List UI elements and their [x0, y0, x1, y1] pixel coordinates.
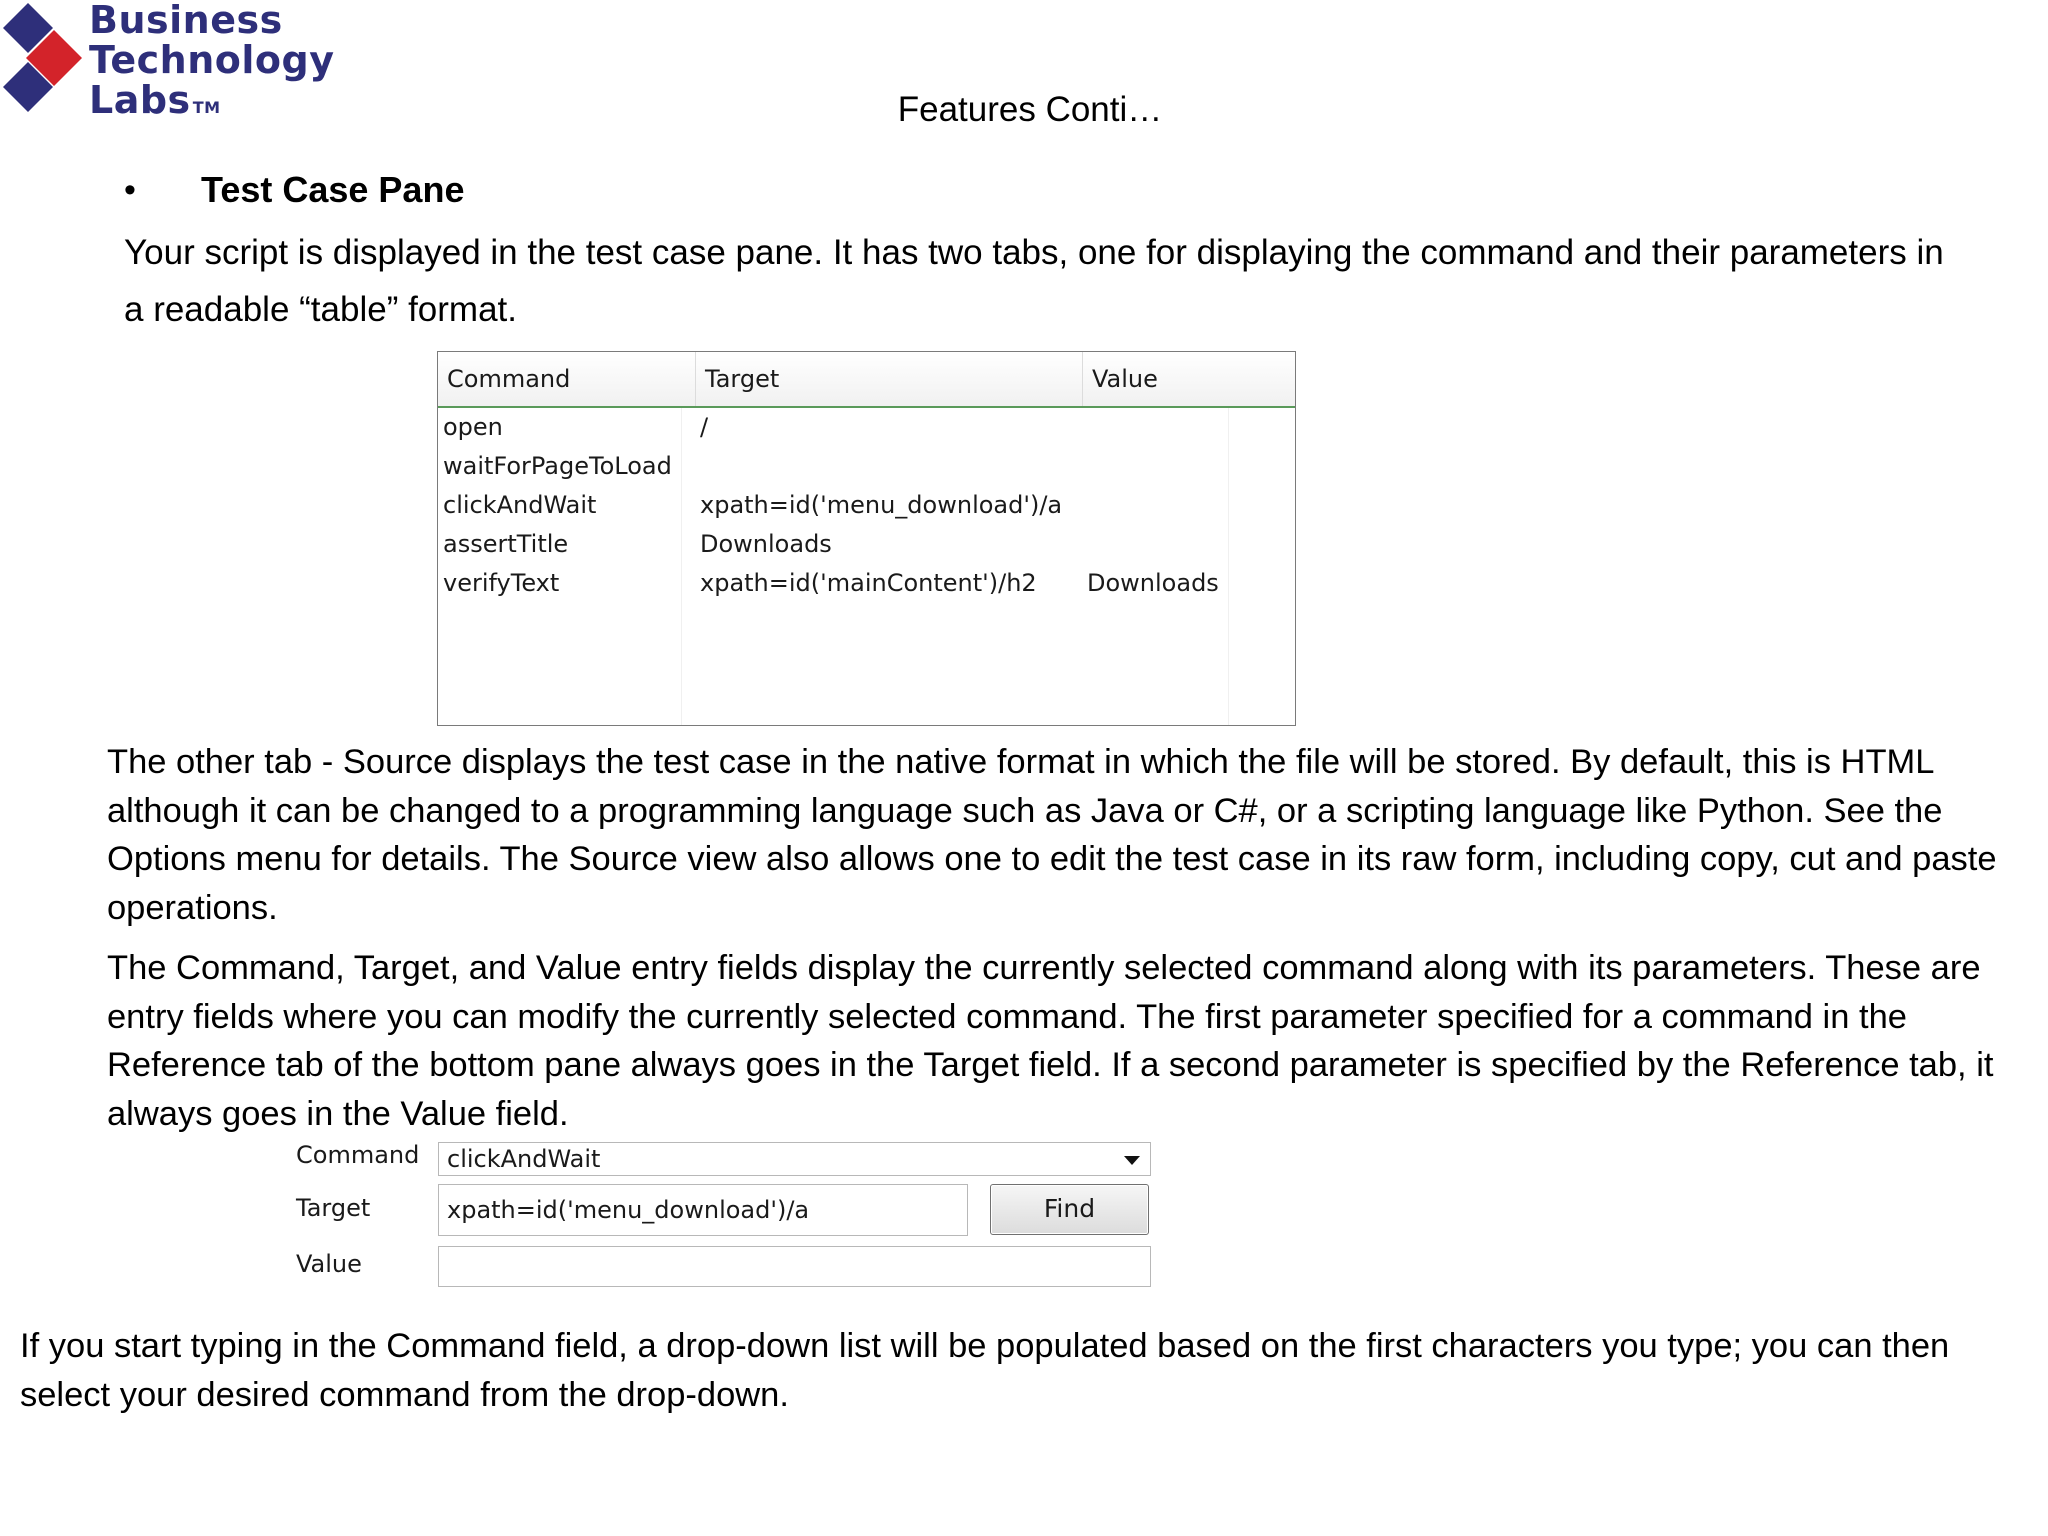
row-command: clickAndWait [443, 491, 597, 519]
source-tab-paragraph: The other tab - Source displays the test case in the native format in which the file will be stored. By default, this is HTML although it can be changed to a programming language such as Java or C#, or a scripting language like Python. See the Options menu for details. The Source view also allows one to edit the test case in its raw form, including copy, cut and paste operations. [107, 743, 1997, 927]
intro-paragraph: Your script is displayed in the test case pane. It has two tabs, one for displaying the command and their parameters in a readable “table” format. [124, 233, 1944, 329]
find-button[interactable]: Find [990, 1184, 1149, 1235]
chevron-down-icon[interactable] [1124, 1156, 1140, 1165]
table-row[interactable] [438, 564, 1295, 603]
logo-labs-text: Labs [89, 78, 191, 122]
logo-line-technology: Technology [89, 38, 335, 82]
command-select[interactable] [438, 1142, 1151, 1176]
column-header-command[interactable]: Command [447, 365, 571, 393]
table-row[interactable] [438, 525, 1295, 564]
bullet-marker: • [124, 171, 136, 209]
row-target: xpath=id('mainContent')/h2 [700, 569, 1037, 597]
row-target: / [700, 413, 709, 441]
slide-title: Features Conti… [897, 90, 1163, 129]
logo-trademark: TM [192, 98, 221, 117]
row-target: Downloads [700, 530, 832, 558]
command-select-value: clickAndWait [447, 1145, 601, 1173]
table-row[interactable] [438, 447, 1295, 486]
column-header-value[interactable]: Value [1082, 352, 1296, 406]
entry-fields-paragraph: The Command, Target, and Value entry fields display the currently selected command along with its parameters. These are entry fields where you can modify the currently selected command. The first parameter specified for a command in the Reference tab of the bottom pane always goes in the Target field. If a second parameter is specified by the Reference tab, it always goes in the Value field. [107, 949, 1994, 1133]
command-dropdown-paragraph: If you start typing in the Command field, a drop-down list will be populated based on the first characters you type; you can then select your desired command from the drop-down. [20, 1327, 1950, 1414]
target-label: Target [296, 1194, 371, 1222]
target-input[interactable]: xpath=id('menu_download')/a [438, 1184, 968, 1236]
value-label: Value [296, 1250, 362, 1278]
logo-line-business: Business [89, 0, 283, 42]
row-command: waitForPageToLoad [443, 452, 672, 480]
row-command: open [443, 413, 503, 441]
row-command: verifyText [443, 569, 560, 597]
table-row[interactable] [438, 486, 1295, 525]
column-header-target[interactable]: Target [695, 352, 1082, 406]
row-command: assertTitle [443, 530, 569, 558]
command-label: Command [296, 1141, 420, 1169]
bullet-heading: Test Case Pane [201, 169, 465, 210]
row-target: xpath=id('menu_download')/a [700, 491, 1063, 519]
table-row[interactable] [438, 408, 1295, 447]
test-case-table [437, 351, 1296, 726]
table-header [438, 352, 1295, 408]
value-input[interactable] [438, 1246, 1151, 1287]
row-value: Downloads [1087, 569, 1219, 597]
